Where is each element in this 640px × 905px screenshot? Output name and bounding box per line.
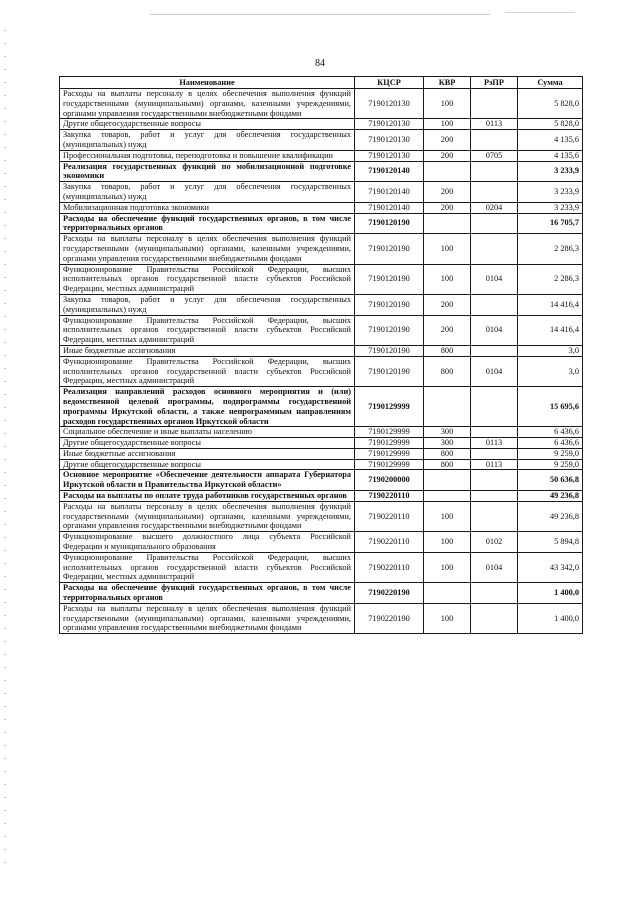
row-kcsr: 7190129999 [355, 448, 424, 459]
table-row [60, 491, 583, 502]
row-rzpr [471, 213, 518, 234]
row-kcsr: 7190129999 [355, 459, 424, 470]
row-name: Расходы на выплаты персоналу в целях обеспечения выполнения функций государственными (муниципальными) органами, казенными учреждениями, органами управления государственными внебюджетными фондами [60, 234, 355, 264]
row-kvr: 800 [424, 356, 471, 386]
row-name: Закупка товаров, работ и услуг для обеспечения государственных (муниципальных) нужд [60, 182, 355, 203]
row-sum: 43 342,0 [518, 552, 583, 582]
row-kcsr: 7190120130 [355, 150, 424, 161]
row-kvr: 100 [424, 264, 471, 294]
row-kcsr: 7190120190 [355, 356, 424, 386]
table-row [60, 234, 583, 264]
table-row [60, 345, 583, 356]
row-kcsr: 7190200000 [355, 470, 424, 491]
row-sum: 49 236,8 [518, 501, 583, 531]
row-kvr [424, 470, 471, 491]
row-sum: 5 828,0 [518, 89, 583, 119]
row-rzpr: 0104 [471, 552, 518, 582]
row-kvr: 800 [424, 448, 471, 459]
row-sum: 49 236,8 [518, 491, 583, 502]
row-rzpr: 0705 [471, 150, 518, 161]
row-kcsr: 7190120190 [355, 315, 424, 345]
row-sum: 50 636,8 [518, 470, 583, 491]
row-kvr: 800 [424, 345, 471, 356]
row-name: Другие общегосударственные вопросы [60, 459, 355, 470]
header-kvr: КВР [424, 77, 471, 89]
row-sum: 3 233,9 [518, 182, 583, 203]
scan-artifact-line [150, 14, 490, 15]
row-name: Функционирование Правительства Российской Федерации, высших исполнительных органов государственной власти субъектов Российской Федерации, местных администраций [60, 264, 355, 294]
table-row [60, 448, 583, 459]
table-row [60, 603, 583, 633]
row-kcsr: 7190220190 [355, 583, 424, 604]
row-name: Другие общегосударственные вопросы [60, 438, 355, 449]
row-rzpr [471, 448, 518, 459]
page-number: 84 [315, 58, 325, 69]
table-row [60, 427, 583, 438]
row-kvr [424, 583, 471, 604]
row-name: Реализация направлений расходов основного мероприятия и (или) ведомственной целевой программы, подпрограммы государственной программы Иркутской области, а также непрограммным направлениям расходов государственных органов Иркутской области [60, 387, 355, 427]
table-row [60, 356, 583, 386]
row-rzpr: 0104 [471, 356, 518, 386]
header-name: Наименование [60, 77, 355, 89]
row-kcsr: 7190129999 [355, 438, 424, 449]
row-kcsr: 7190120130 [355, 130, 424, 151]
row-rzpr [471, 161, 518, 182]
row-sum: 3,0 [518, 345, 583, 356]
table-header-row [60, 77, 583, 89]
row-kvr: 200 [424, 315, 471, 345]
row-kcsr: 7190220190 [355, 603, 424, 633]
row-kvr: 200 [424, 130, 471, 151]
row-kcsr: 7190129999 [355, 427, 424, 438]
table-row [60, 470, 583, 491]
row-kvr: 200 [424, 182, 471, 203]
row-kcsr: 7190120190 [355, 294, 424, 315]
row-name: Функционирование Правительства Российской Федерации, высших исполнительных органов государственной власти субъектов Российской Федерации, местных администраций [60, 552, 355, 582]
header-sum: Сумма [518, 77, 583, 89]
row-kvr: 300 [424, 438, 471, 449]
row-sum: 5 828,0 [518, 119, 583, 130]
row-rzpr [471, 294, 518, 315]
row-name: Профессиональная подготовка, переподготовка и повышение квалификации [60, 150, 355, 161]
row-name: Реализация государственных функций по мобилизационной подготовке экономики [60, 161, 355, 182]
row-sum: 1 400,0 [518, 583, 583, 604]
row-rzpr [471, 387, 518, 427]
row-rzpr: 0113 [471, 119, 518, 130]
row-kvr: 100 [424, 89, 471, 119]
table-row [60, 294, 583, 315]
row-kcsr: 7190129999 [355, 387, 424, 427]
row-kvr: 200 [424, 294, 471, 315]
row-kcsr: 7190220110 [355, 532, 424, 553]
table-row [60, 552, 583, 582]
row-rzpr: 0204 [471, 202, 518, 213]
row-rzpr [471, 427, 518, 438]
row-sum: 6 436,6 [518, 438, 583, 449]
header-rzpr: РзПР [471, 77, 518, 89]
row-rzpr: 0104 [471, 264, 518, 294]
row-kvr: 200 [424, 202, 471, 213]
row-sum: 14 416,4 [518, 315, 583, 345]
row-name: Расходы на выплаты персоналу в целях обеспечения выполнения функций государственными (муниципальными) органами, казенными учреждениями, органами управления государственными внебюджетными фондами [60, 89, 355, 119]
header-kcsr: КЦСР [355, 77, 424, 89]
row-kvr [424, 387, 471, 427]
row-name: Расходы на выплаты по оплате труда работников государственных органов [60, 491, 355, 502]
row-kvr: 100 [424, 532, 471, 553]
row-name: Другие общегосударственные вопросы [60, 119, 355, 130]
table-row [60, 213, 583, 234]
row-name: Иные бюджетные ассигнования [60, 345, 355, 356]
row-rzpr [471, 89, 518, 119]
row-name: Социальное обеспечение и иные выплаты населению [60, 427, 355, 438]
row-name: Расходы на обеспечение функций государственных органов, в том числе территориальных органов [60, 583, 355, 604]
row-kcsr: 7190120190 [355, 213, 424, 234]
row-name: Закупка товаров, работ и услуг для обеспечения государственных (муниципальных) нужд [60, 130, 355, 151]
row-sum: 16 705,7 [518, 213, 583, 234]
row-kvr: 100 [424, 234, 471, 264]
row-sum: 1 400,0 [518, 603, 583, 633]
table-row [60, 315, 583, 345]
table-row [60, 438, 583, 449]
row-rzpr [471, 345, 518, 356]
row-sum: 15 695,6 [518, 387, 583, 427]
row-kcsr: 7190120190 [355, 264, 424, 294]
row-kcsr: 7190220110 [355, 491, 424, 502]
row-kcsr: 7190120140 [355, 182, 424, 203]
scan-margin-dots [4, 30, 6, 870]
row-kcsr: 7190220110 [355, 552, 424, 582]
row-name: Расходы на обеспечение функций государственных органов, в том числе территориальных органов [60, 213, 355, 234]
row-kcsr: 7190120130 [355, 89, 424, 119]
table-row [60, 532, 583, 553]
row-rzpr: 0104 [471, 315, 518, 345]
row-sum: 5 894,8 [518, 532, 583, 553]
row-rzpr [471, 491, 518, 502]
row-rzpr [471, 470, 518, 491]
row-sum: 6 436,6 [518, 427, 583, 438]
row-kcsr: 7190120140 [355, 202, 424, 213]
row-rzpr [471, 583, 518, 604]
row-name: Расходы на выплаты персоналу в целях обеспечения выполнения функций государственными (муниципальными) органами, казенными учреждениями, органами управления государственными внебюджетными фондами [60, 603, 355, 633]
row-sum: 3 233,9 [518, 202, 583, 213]
row-kvr: 100 [424, 603, 471, 633]
row-kcsr: 7190120130 [355, 119, 424, 130]
row-kvr [424, 213, 471, 234]
row-name: Функционирование Правительства Российской Федерации, высших исполнительных органов государственной власти субъектов Российской Федерации, местных администраций [60, 315, 355, 345]
row-name: Иные бюджетные ассигнования [60, 448, 355, 459]
row-kcsr: 7190220110 [355, 501, 424, 531]
table-row [60, 89, 583, 119]
row-sum: 4 135,6 [518, 150, 583, 161]
row-kvr [424, 491, 471, 502]
table-row [60, 202, 583, 213]
row-kvr: 100 [424, 552, 471, 582]
row-sum: 9 259,0 [518, 448, 583, 459]
row-kcsr: 7190120190 [355, 234, 424, 264]
row-sum: 2 286,3 [518, 234, 583, 264]
row-rzpr: 0113 [471, 459, 518, 470]
row-sum: 4 135,6 [518, 130, 583, 151]
row-rzpr [471, 501, 518, 531]
row-name: Мобилизационная подготовка экономики [60, 202, 355, 213]
row-kcsr: 7190120140 [355, 161, 424, 182]
row-rzpr: 0113 [471, 438, 518, 449]
table-row [60, 264, 583, 294]
table-row [60, 130, 583, 151]
row-name: Расходы на выплаты персоналу в целях обеспечения выполнения функций государственными (муниципальными) органами, казенными учреждениями, органами управления государственными внебюджетными фондами [60, 501, 355, 531]
row-name: Основное мероприятие «Обеспечение деятельности аппарата Губернатора Иркутской области и Правительства Иркутской области» [60, 470, 355, 491]
table-row [60, 501, 583, 531]
row-kvr [424, 161, 471, 182]
row-name: Функционирование Правительства Российской Федерации, высших исполнительных органов государственной власти субъектов Российской Федерации, местных администраций [60, 356, 355, 386]
row-sum: 14 416,4 [518, 294, 583, 315]
table-row [60, 583, 583, 604]
row-name: Функционирование высшего должностного лица субъекта Российской Федерации и муниципального образования [60, 532, 355, 553]
row-kvr: 300 [424, 427, 471, 438]
table-row [60, 119, 583, 130]
row-rzpr: 0102 [471, 532, 518, 553]
row-name: Закупка товаров, работ и услуг для обеспечения государственных (муниципальных) нужд [60, 294, 355, 315]
row-rzpr [471, 182, 518, 203]
budget-table [59, 76, 583, 634]
row-kvr: 800 [424, 459, 471, 470]
row-kvr: 100 [424, 119, 471, 130]
table-row [60, 387, 583, 427]
row-kvr: 100 [424, 501, 471, 531]
row-rzpr [471, 130, 518, 151]
scan-artifact-line [505, 12, 575, 13]
row-sum: 2 286,3 [518, 264, 583, 294]
row-rzpr [471, 603, 518, 633]
table-row [60, 459, 583, 470]
table-row [60, 150, 583, 161]
row-kcsr: 7190120190 [355, 345, 424, 356]
row-sum: 3,0 [518, 356, 583, 386]
table-row [60, 161, 583, 182]
row-rzpr [471, 234, 518, 264]
row-kvr: 200 [424, 150, 471, 161]
row-sum: 3 233,9 [518, 161, 583, 182]
row-sum: 9 259,0 [518, 459, 583, 470]
table-row [60, 182, 583, 203]
